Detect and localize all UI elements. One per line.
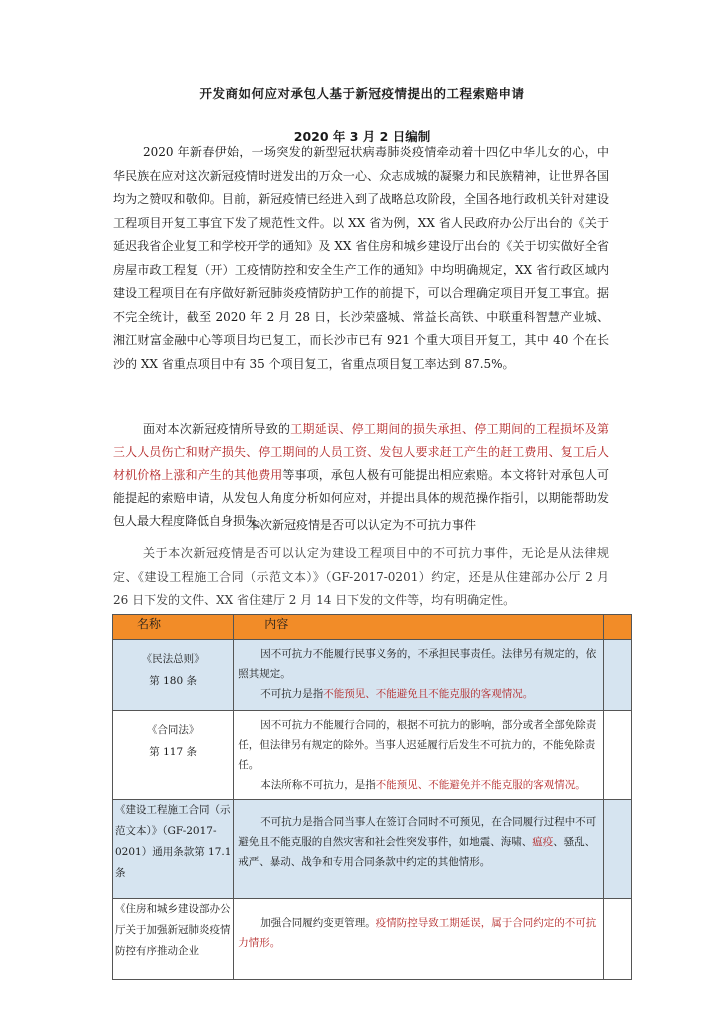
row-name-cell: 《建设工程施工合同（示范文本）》（GF-2017-0201）通用条款第 17.1 条 [113,800,234,899]
row-content-highlight: 疫情防控导致工期延误，属于合同约定的不可抗力情形。 [238,917,597,949]
table-header-row [113,615,632,640]
row-content-text: 因不可抗力不能履行民事义务的，不承担民事责任。法律另有规定的，依照其规定。 [238,648,597,680]
row-extra-cell [604,899,632,980]
row-name-cell [113,711,234,800]
row-content-definition: 不可抗力是指不能预见、不能避免且不能克服的客观情况。 [260,688,534,700]
claims-highlight: 工期延误、停工期间的损失承担、停工期间的工程损坏及第三人人员伤亡和财产损失、停工期间的人员工资、发包人要求赶工产生的赶工费用、复工后人材机价格上涨和产生的其他费用 [113,422,609,482]
row-content-cell [234,899,604,980]
claims-text-start: 面对本次新冠疫情所导致的 [143,422,291,436]
document-date: 2020 年 3 月 2 日编制 [293,129,431,144]
row-content-highlight: 不能预见、不能避免并不能克服的客观情况。 [375,779,586,791]
header-content: 内容 [234,615,604,640]
row-content-cell [234,800,604,899]
row-content-text: 不可抗力是指合同当事人在签订合同时不可预见，在合同履行过程中不可避免且不能克服的自然灾害和社会性突发事件，如地震、海啸、瘟疫、骚乱、戒严、暴动、战争和专用合同条款中约定的其他情形。 [238,816,597,868]
legal-reference-table [112,614,632,980]
section-heading: 本次新冠疫情是否可以认定为不可抗力事件 [247,518,476,532]
row-content-cell [234,640,604,711]
row-extra-cell [604,711,632,800]
row-name-line: 《民法总则》 [141,653,205,665]
header-name: 名称 [113,615,234,640]
document-title: 开发商如何应对承包人基于新冠疫情提出的工程索赔申请 [199,86,525,101]
row-content-highlight: 不能预见、不能避免且不能克服的客观情况。 [323,688,534,700]
row-name-cell: 《住房和城乡建设部办公厅关于加强新冠肺炎疫情防控有序推动企业 [113,899,234,980]
row-name-line: 第 180 条 [149,675,197,687]
row-content-text: 加强合同履约变更管理。疫情防控导致工期延误，属于合同约定的不可抗力情形。 [238,917,597,949]
row-content-cell [234,711,604,800]
table-row [113,800,632,899]
row-extra-cell [604,640,632,711]
paragraph-intro: 2020 年新春伊始，一场突发的新型冠状病毒肺炎疫情牵动着十四亿中华儿女的心，中华民族在应对这次新冠疫情时迸发出的万众一心、众志成城的凝聚力和民族精神，让世界各国均为之赞叹和敬仰。目前，新冠疫情已经进入到了战略总攻阶段，全国各地行政机关针对建设工程项目开复工事宜下发了规范性文件。以 XX 省为例，XX 省人民政府办公厅出台的《关于延迟我省企业复工和学校开学的通知》及 XX 省住房和城乡建设厅出台的《关于切实做好全省房屋市政工程复（开）工疫情防控和安全生产工作的通知》中均明确规定，XX 省行政区域内建设工程项目在有序做好新冠肺炎疫情防护工作的前提下，可以合理确定项目开复工事宜。据不完全统计，截至 2020 年 2 月 28 日，长沙荣盛城、常益长高铁、中联重科智慧产业城、湘江财富金融中心等项目均已复工，而长沙市已有 921 个重大项目开复工，其中 40 个在长沙的 XX 省重点项目中有 35 个项目复工，省重点项目复工率达到 87.5%。 [113,145,609,371]
claims-text-end: 等事项，承包人极有可能提出相应索赔。本文将针对承包人可能提起的索赔申请，从发包人角度分析如何应对，并提出具体的规范操作指引，以期能帮助发包人最大程度降低自身损失。 [113,468,609,528]
paragraph-force-majeure: 关于本次新冠疫情是否可以认定为建设工程项目中的不可抗力事件，无论是从法律规定、《建设工程施工合同（示范文本）》（GF-2017-0201）约定，还是从住建部办公厅 2 月 26 日下发的文件、XX 省住建厅 2 月 14 日下发的文件等，均有明确定性。 [113,546,609,607]
row-content-highlight: 瘟疫 [532,836,554,848]
row-name-line: 第 117 条 [149,746,197,758]
row-name-line: 《合同法》 [146,724,200,736]
table-row [113,899,632,980]
header-extra [604,615,632,640]
row-extra-cell [604,800,632,899]
table-row [113,640,632,711]
row-name-cell [113,640,234,711]
row-content-definition: 本法所称不可抗力，是指不能预见、不能避免并不能克服的客观情况。 [260,779,586,791]
row-content-text: 因不可抗力不能履行合同的，根据不可抗力的影响，部分或者全部免除责任，但法律另有规定的除外。当事人迟延履行后发生不可抗力的，不能免除责任。 [238,719,597,771]
table-row [113,711,632,800]
